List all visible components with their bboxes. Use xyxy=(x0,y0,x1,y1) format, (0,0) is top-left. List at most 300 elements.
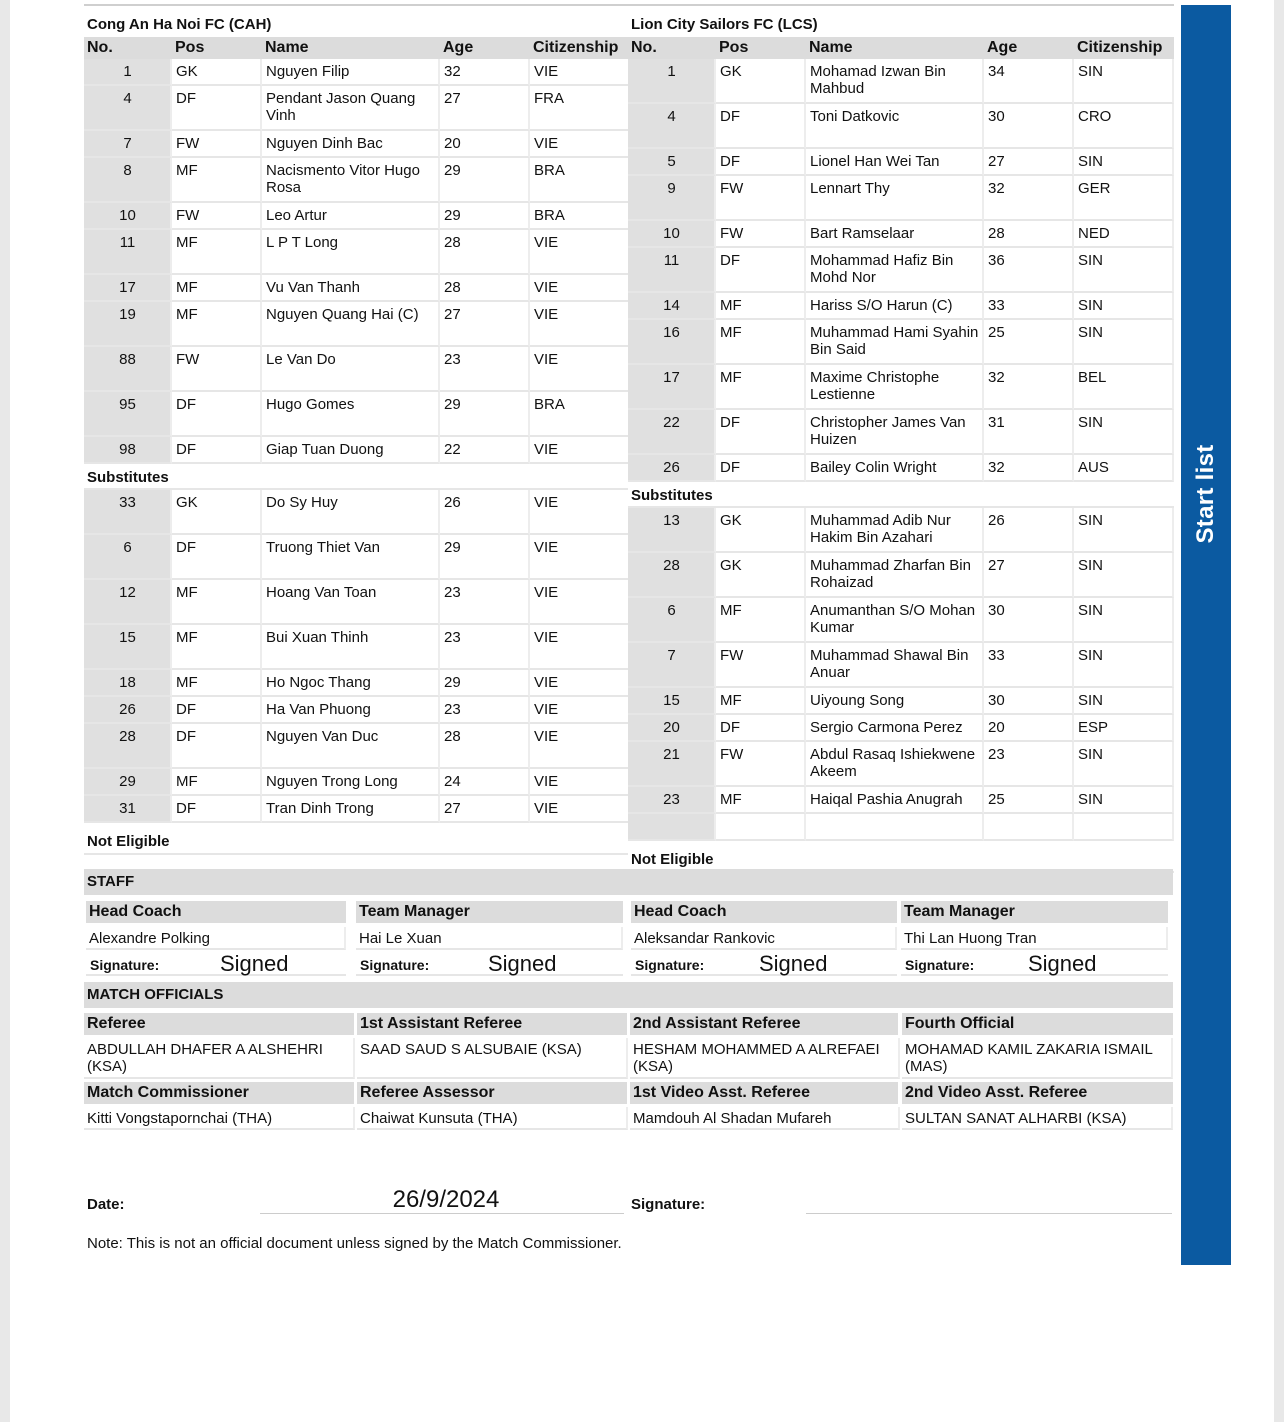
roster-header-row xyxy=(628,37,1174,59)
player-pos: GK xyxy=(172,59,262,86)
player-age: 27 xyxy=(440,796,530,823)
player-cit: SIN xyxy=(1074,742,1174,787)
player-row xyxy=(628,176,1174,221)
player-age: 29 xyxy=(440,535,530,580)
player-age: 30 xyxy=(984,104,1074,149)
player-pos: DF xyxy=(172,796,262,823)
player-no: 31 xyxy=(84,796,172,823)
official-role-var1: 1st Video Asst. Referee xyxy=(630,1082,898,1104)
player-cit: SIN xyxy=(1074,59,1174,104)
player-age: 23 xyxy=(440,625,530,670)
player-pos: DF xyxy=(716,715,806,742)
player-cit: SIN xyxy=(1074,688,1174,715)
player-age: 23 xyxy=(440,580,530,625)
official-role-referee: Referee xyxy=(84,1013,354,1035)
player-cit: BEL xyxy=(1074,365,1174,410)
staff-name-away-manager: Thi Lan Huong Tran xyxy=(901,927,1168,950)
player-no: 10 xyxy=(628,221,716,248)
player-cit: SIN xyxy=(1074,598,1174,643)
player-cit: VIE xyxy=(530,769,630,796)
player-no: 4 xyxy=(84,86,172,131)
player-age: 30 xyxy=(984,688,1074,715)
player-pos: GK xyxy=(172,490,262,535)
official-name-ar1: SAAD SAUD S ALSUBAIE (KSA) xyxy=(357,1038,628,1079)
player-age: 33 xyxy=(984,293,1074,320)
staff-signature-away-coach xyxy=(631,950,897,976)
player-row xyxy=(84,580,630,625)
signature-value: Signed xyxy=(220,951,289,976)
column-header-name: Name xyxy=(262,37,440,59)
player-age: 29 xyxy=(440,158,530,203)
staff-section-title: STAFF xyxy=(84,869,1173,895)
player-cit: VIE xyxy=(530,490,630,535)
column-header-pos: Pos xyxy=(716,37,806,59)
player-no: 7 xyxy=(628,643,716,688)
player-no: 7 xyxy=(84,131,172,158)
player-cit: SIN xyxy=(1074,248,1174,293)
player-pos: MF xyxy=(716,598,806,643)
player-row xyxy=(84,796,630,823)
player-row xyxy=(628,221,1174,248)
official-role-var2: 2nd Video Asst. Referee xyxy=(902,1082,1173,1104)
player-pos: DF xyxy=(716,104,806,149)
player-age: 28 xyxy=(984,221,1074,248)
player-row xyxy=(84,670,630,697)
player-name: Leo Artur xyxy=(262,203,440,230)
signature-value: Signed xyxy=(488,951,557,976)
player-pos: DF xyxy=(172,437,262,464)
player-cit: FRA xyxy=(530,86,630,131)
commissioner-signature-line xyxy=(806,1213,1172,1214)
player-no: 95 xyxy=(84,392,172,437)
player-row xyxy=(628,553,1174,598)
player-age: 24 xyxy=(440,769,530,796)
player-row xyxy=(84,769,630,796)
staff-signature-home-coach xyxy=(86,950,346,976)
player-cit: SIN xyxy=(1074,149,1174,176)
player-no: 11 xyxy=(628,248,716,293)
player-cit: VIE xyxy=(530,131,630,158)
player-age: 27 xyxy=(440,86,530,131)
player-no: 12 xyxy=(84,580,172,625)
disclaimer-note: Note: This is not an official document unless signed by the Match Commissioner. xyxy=(87,1235,622,1252)
player-row xyxy=(84,535,630,580)
player-no: 17 xyxy=(628,365,716,410)
player-cit: VIE xyxy=(530,580,630,625)
signature-label: Signature: xyxy=(905,957,975,973)
official-role-assessor: Referee Assessor xyxy=(357,1082,627,1104)
player-name: Muhammad Adib Nur Hakim Bin Azahari xyxy=(806,508,984,553)
substitutes-heading-row xyxy=(84,464,630,490)
roster-table xyxy=(628,37,1174,873)
signature-label: Signature: xyxy=(90,957,160,973)
player-name xyxy=(806,814,984,841)
player-cit: SIN xyxy=(1074,410,1174,455)
player-name: Christopher James Van Huizen xyxy=(806,410,984,455)
not-eligible-heading: Not Eligible xyxy=(628,841,1174,873)
player-age: 22 xyxy=(440,437,530,464)
player-name: Truong Thiet Van xyxy=(262,535,440,580)
player-pos: DF xyxy=(172,535,262,580)
player-pos: MF xyxy=(716,365,806,410)
signature-value: Signed xyxy=(759,951,828,976)
player-cit: SIN xyxy=(1074,508,1174,553)
player-age: 29 xyxy=(440,670,530,697)
player-no: 17 xyxy=(84,275,172,302)
player-pos: DF xyxy=(716,248,806,293)
player-cit: VIE xyxy=(530,230,630,275)
player-no: 26 xyxy=(84,697,172,724)
player-no: 15 xyxy=(84,625,172,670)
player-name: Nguyen Quang Hai (C) xyxy=(262,302,440,347)
official-name-ar2: HESHAM MOHAMMED A ALREFAEI (KSA) xyxy=(630,1038,900,1079)
official-role-fourth: Fourth Official xyxy=(902,1013,1173,1035)
player-pos: MF xyxy=(172,302,262,347)
officials-section-title: MATCH OFFICIALS xyxy=(84,982,1173,1008)
player-row xyxy=(628,365,1174,410)
player-name: Lionel Han Wei Tan xyxy=(806,149,984,176)
player-name: Hugo Gomes xyxy=(262,392,440,437)
player-cit: ESP xyxy=(1074,715,1174,742)
player-name: Bailey Colin Wright xyxy=(806,455,984,482)
player-no: 1 xyxy=(84,59,172,86)
player-row xyxy=(84,392,630,437)
player-name: Maxime Christophe Lestienne xyxy=(806,365,984,410)
player-cit: SIN xyxy=(1074,553,1174,598)
player-row xyxy=(84,724,630,769)
player-age: 31 xyxy=(984,410,1074,455)
player-name: Le Van Do xyxy=(262,347,440,392)
player-no: 33 xyxy=(84,490,172,535)
roster-table xyxy=(84,37,630,855)
player-pos: MF xyxy=(172,625,262,670)
player-cit: VIE xyxy=(530,625,630,670)
signature-value: Signed xyxy=(1028,951,1097,976)
player-row xyxy=(84,59,630,86)
player-age: 26 xyxy=(984,508,1074,553)
player-pos: MF xyxy=(716,320,806,365)
player-age: 28 xyxy=(440,230,530,275)
player-cit: VIE xyxy=(530,59,630,86)
player-row xyxy=(84,302,630,347)
player-name: Lennart Thy xyxy=(806,176,984,221)
player-row xyxy=(84,131,630,158)
staff-name-home-manager: Hai Le Xuan xyxy=(356,927,623,950)
player-pos: DF xyxy=(172,724,262,769)
official-role-ar2: 2nd Assistant Referee xyxy=(630,1013,898,1035)
player-pos: GK xyxy=(716,553,806,598)
player-age: 25 xyxy=(984,787,1074,814)
player-age: 23 xyxy=(440,697,530,724)
player-age: 27 xyxy=(984,149,1074,176)
player-age: 25 xyxy=(984,320,1074,365)
player-pos: FW xyxy=(716,221,806,248)
staff-role-away-manager: Team Manager xyxy=(901,901,1168,923)
player-row xyxy=(84,347,630,392)
staff-role-home-manager: Team Manager xyxy=(356,901,623,923)
player-name: Bart Ramselaar xyxy=(806,221,984,248)
player-age: 32 xyxy=(440,59,530,86)
column-header-cit: Citizenship xyxy=(530,37,630,59)
date-label: Date: xyxy=(87,1196,125,1213)
player-pos: MF xyxy=(172,769,262,796)
player-age: 23 xyxy=(984,742,1074,787)
player-no: 19 xyxy=(84,302,172,347)
player-row xyxy=(84,437,630,464)
player-age: 33 xyxy=(984,643,1074,688)
player-cit: SIN xyxy=(1074,787,1174,814)
player-row xyxy=(628,410,1174,455)
sidebar-band xyxy=(1181,5,1231,1265)
player-pos: MF xyxy=(172,158,262,203)
player-age: 32 xyxy=(984,176,1074,221)
column-header-name: Name xyxy=(806,37,984,59)
staff-role-away-coach: Head Coach xyxy=(631,901,897,923)
player-name: Do Sy Huy xyxy=(262,490,440,535)
not-eligible-row xyxy=(84,823,630,855)
player-no: 29 xyxy=(84,769,172,796)
player-cit: CRO xyxy=(1074,104,1174,149)
player-cit: VIE xyxy=(530,724,630,769)
player-pos xyxy=(716,814,806,841)
player-row xyxy=(84,158,630,203)
player-pos: MF xyxy=(716,688,806,715)
official-name-fourth: MOHAMAD KAMIL ZAKARIA ISMAIL (MAS) xyxy=(902,1038,1173,1079)
player-pos: MF xyxy=(172,275,262,302)
player-no: 22 xyxy=(628,410,716,455)
player-row xyxy=(628,320,1174,365)
player-cit: NED xyxy=(1074,221,1174,248)
player-row xyxy=(628,643,1174,688)
player-row xyxy=(628,598,1174,643)
player-age: 26 xyxy=(440,490,530,535)
player-age: 34 xyxy=(984,59,1074,104)
player-name: Ho Ngoc Thang xyxy=(262,670,440,697)
player-name: Nguyen Van Duc xyxy=(262,724,440,769)
column-header-age: Age xyxy=(984,37,1074,59)
player-row xyxy=(84,697,630,724)
player-pos: FW xyxy=(716,176,806,221)
player-name: Nguyen Filip xyxy=(262,59,440,86)
official-role-ar1: 1st Assistant Referee xyxy=(357,1013,627,1035)
player-row xyxy=(628,248,1174,293)
player-name: Abdul Rasaq Ishiekwene Akeem xyxy=(806,742,984,787)
player-row xyxy=(628,742,1174,787)
staff-signature-away-manager xyxy=(901,950,1168,976)
commissioner-signature-label: Signature: xyxy=(631,1196,706,1213)
date-value: 26/9/2024 xyxy=(260,1186,624,1214)
player-no: 28 xyxy=(628,553,716,598)
staff-name-home-coach: Alexandre Polking xyxy=(86,927,346,950)
player-age: 28 xyxy=(440,724,530,769)
player-name: L P T Long xyxy=(262,230,440,275)
player-cit: VIE xyxy=(530,275,630,302)
player-no: 20 xyxy=(628,715,716,742)
player-pos: DF xyxy=(716,149,806,176)
player-row xyxy=(84,86,630,131)
official-name-var1: Mamdouh Al Shadan Mufareh xyxy=(630,1107,900,1130)
player-cit: SIN xyxy=(1074,320,1174,365)
substitutes-heading: Substitutes xyxy=(628,482,1174,508)
official-role-commissioner: Match Commissioner xyxy=(84,1082,354,1104)
player-no xyxy=(628,814,716,841)
player-pos: MF xyxy=(172,230,262,275)
player-pos: FW xyxy=(716,643,806,688)
player-cit: SIN xyxy=(1074,643,1174,688)
player-name: Anumanthan S/O Mohan Kumar xyxy=(806,598,984,643)
player-no: 8 xyxy=(84,158,172,203)
player-pos: FW xyxy=(716,742,806,787)
player-pos: FW xyxy=(172,203,262,230)
player-no: 9 xyxy=(628,176,716,221)
player-cit: VIE xyxy=(530,347,630,392)
staff-role-home-coach: Head Coach xyxy=(86,901,346,923)
player-row xyxy=(628,814,1174,841)
team-title: Lion City Sailors FC (LCS) xyxy=(631,16,818,33)
player-no: 1 xyxy=(628,59,716,104)
player-no: 88 xyxy=(84,347,172,392)
player-name: Giap Tuan Duong xyxy=(262,437,440,464)
player-age: 29 xyxy=(440,203,530,230)
player-age: 28 xyxy=(440,275,530,302)
player-no: 5 xyxy=(628,149,716,176)
player-name: Mohamad Izwan Bin Mahbud xyxy=(806,59,984,104)
team-home-roster xyxy=(84,13,630,855)
not-eligible-heading: Not Eligible xyxy=(84,823,630,855)
player-row xyxy=(84,490,630,535)
column-header-cit: Citizenship xyxy=(1074,37,1174,59)
player-cit: AUS xyxy=(1074,455,1174,482)
player-pos: DF xyxy=(172,86,262,131)
player-name: Pendant Jason Quang Vinh xyxy=(262,86,440,131)
player-row xyxy=(84,230,630,275)
player-pos: FW xyxy=(172,131,262,158)
player-name: Sergio Carmona Perez xyxy=(806,715,984,742)
player-no: 6 xyxy=(84,535,172,580)
player-pos: MF xyxy=(172,670,262,697)
player-name: Ha Van Phuong xyxy=(262,697,440,724)
player-cit: BRA xyxy=(530,203,630,230)
player-row xyxy=(628,688,1174,715)
staff-signature-home-manager xyxy=(356,950,623,976)
player-no: 16 xyxy=(628,320,716,365)
player-no: 13 xyxy=(628,508,716,553)
player-pos: FW xyxy=(172,347,262,392)
player-age: 23 xyxy=(440,347,530,392)
player-row xyxy=(84,275,630,302)
top-divider xyxy=(84,4,1174,6)
player-cit: BRA xyxy=(530,158,630,203)
player-no: 18 xyxy=(84,670,172,697)
player-age: 29 xyxy=(440,392,530,437)
player-cit: VIE xyxy=(530,302,630,347)
player-name: Bui Xuan Thinh xyxy=(262,625,440,670)
player-row xyxy=(84,203,630,230)
player-age: 30 xyxy=(984,598,1074,643)
column-header-no: No. xyxy=(84,37,172,59)
player-name: Nguyen Dinh Bac xyxy=(262,131,440,158)
player-no: 4 xyxy=(628,104,716,149)
player-name: Toni Datkovic xyxy=(806,104,984,149)
player-name: Tran Dinh Trong xyxy=(262,796,440,823)
player-name: Haiqal Pashia Anugrah xyxy=(806,787,984,814)
player-pos: MF xyxy=(172,580,262,625)
player-cit: VIE xyxy=(530,437,630,464)
player-no: 26 xyxy=(628,455,716,482)
staff-name-away-coach: Aleksandar Rankovic xyxy=(631,927,897,950)
player-no: 10 xyxy=(84,203,172,230)
player-pos: DF xyxy=(716,455,806,482)
player-age: 32 xyxy=(984,455,1074,482)
player-name: Muhammad Hami Syahin Bin Said xyxy=(806,320,984,365)
player-no: 23 xyxy=(628,787,716,814)
player-cit: VIE xyxy=(530,670,630,697)
player-pos: DF xyxy=(172,697,262,724)
player-pos: MF xyxy=(716,293,806,320)
player-pos: DF xyxy=(172,392,262,437)
roster-header-row xyxy=(84,37,630,59)
player-name: Uiyoung Song xyxy=(806,688,984,715)
player-no: 98 xyxy=(84,437,172,464)
player-name: Vu Van Thanh xyxy=(262,275,440,302)
official-name-commissioner: Kitti Vongstapornchai (THA) xyxy=(84,1107,355,1130)
substitutes-heading-row xyxy=(628,482,1174,508)
player-age: 27 xyxy=(440,302,530,347)
player-age: 20 xyxy=(984,715,1074,742)
signature-label: Signature: xyxy=(635,957,705,973)
player-row xyxy=(628,59,1174,104)
player-row xyxy=(628,508,1174,553)
player-row xyxy=(628,293,1174,320)
column-header-pos: Pos xyxy=(172,37,262,59)
player-name: Mohammad Hafiz Bin Mohd Nor xyxy=(806,248,984,293)
signature-label: Signature: xyxy=(360,957,430,973)
player-no: 6 xyxy=(628,598,716,643)
team-away-roster xyxy=(628,13,1174,873)
player-row xyxy=(628,104,1174,149)
player-no: 15 xyxy=(628,688,716,715)
player-pos: DF xyxy=(716,410,806,455)
player-cit: BRA xyxy=(530,392,630,437)
player-cit: GER xyxy=(1074,176,1174,221)
player-cit: VIE xyxy=(530,697,630,724)
player-row xyxy=(628,715,1174,742)
player-name: Nguyen Trong Long xyxy=(262,769,440,796)
player-age xyxy=(984,814,1074,841)
player-age: 27 xyxy=(984,553,1074,598)
official-name-var2: SULTAN SANAT ALHARBI (KSA) xyxy=(902,1107,1173,1130)
player-name: Hariss S/O Harun (C) xyxy=(806,293,984,320)
player-age: 32 xyxy=(984,365,1074,410)
player-pos: GK xyxy=(716,59,806,104)
player-name: Muhammad Shawal Bin Anuar xyxy=(806,643,984,688)
substitutes-heading: Substitutes xyxy=(84,464,630,490)
player-no: 11 xyxy=(84,230,172,275)
player-name: Hoang Van Toan xyxy=(262,580,440,625)
sidebar-title: Start list xyxy=(1192,444,1219,544)
column-header-no: No. xyxy=(628,37,716,59)
player-no: 28 xyxy=(84,724,172,769)
player-age: 36 xyxy=(984,248,1074,293)
player-row xyxy=(628,149,1174,176)
player-cit: VIE xyxy=(530,535,630,580)
player-no: 21 xyxy=(628,742,716,787)
column-header-age: Age xyxy=(440,37,530,59)
player-cit: VIE xyxy=(530,796,630,823)
player-row xyxy=(84,625,630,670)
player-no: 14 xyxy=(628,293,716,320)
player-name: Nacismento Vitor Hugo Rosa xyxy=(262,158,440,203)
